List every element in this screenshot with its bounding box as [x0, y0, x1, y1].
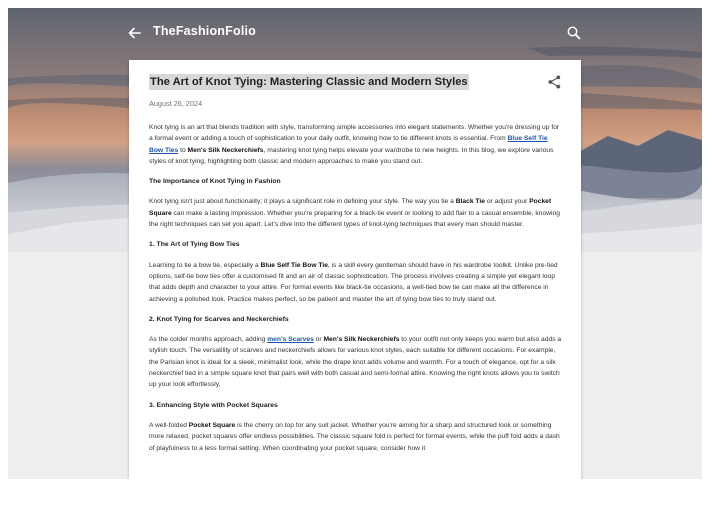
text-run: is the cherry on top for any suit jacket. Whether you're aiming for a sharp and structured look or something more relaxed, pocket squares offer endless possibilities. The classic square fold is perfect for formal events, while the puff fold adds a dash of playfulness to a less formal setting. When coordinating your pocket square, consider how it [149, 421, 560, 452]
intro-paragraph [149, 122, 563, 167]
importance-paragraph [149, 196, 563, 230]
post-date: August 26, 2024 [149, 99, 203, 108]
pocket-squares-paragraph [149, 420, 563, 454]
blue-self-tie-bow-ties-link[interactable]: Blue Self Tie Bow Ties [149, 135, 548, 154]
search-button[interactable] [566, 25, 582, 41]
section-heading-bow-ties: 1. The Art of Tying Bow Ties [149, 241, 240, 249]
back-button[interactable] [125, 23, 145, 43]
section-heading-scarves: 2. Knot Tying for Scarves and Neckerchiefs [149, 315, 289, 323]
bold-text: Pocket Square [149, 198, 552, 217]
text-run: to [178, 146, 188, 154]
share-button[interactable] [548, 75, 561, 89]
post-title: The Art of Knot Tying: Mastering Classic and Modern Styles [150, 76, 468, 88]
section-heading-importance: The Importance of Knot Tying in Fashion [149, 178, 281, 186]
text-run: can make a lasting impression. Whether you're preparing for a black-tie event or looking to add flair to a casual ensemble, knowing the right techniques can set you apart. Let's dive into the different types of knot-tying techniques that every man should master. [149, 209, 560, 229]
share-icon [548, 75, 561, 89]
top-app-bar [8, 8, 702, 56]
text-run: or adjust your [484, 198, 530, 206]
app-viewport [8, 8, 702, 479]
text-run: Learning to tie a bow tie, especially a [149, 261, 261, 269]
text-run: Knot tying is an art that blends tradition with style, transforming simple accessories into elegant statements. Whether you're dressing up for a formal event or adding a touch of sophistication to your daily outfit, knowing how to tie different knots is essential. From [149, 124, 560, 143]
text-run: , is a skill every gentleman should have in his wardrobe toolkit. Unlike pre-tied options, self-tie bow ties offer a customised fit and an air of classic sophistication. The process involves creating a simple yet elegant loop that adds depth and character to your attire. For formal events like black-tie occasions, a well-tied bow tie can make all the difference in achieving a polished look. Practice makes perfect, so be patient and master the art of tying bow ties to truly stand out. [149, 261, 558, 303]
site-title-link[interactable]: TheFashionFolio [153, 24, 256, 38]
bold-text: Men's Silk Neckerchiefs [323, 336, 400, 344]
bold-text: Men's Silk Neckerchiefs [187, 146, 264, 154]
text-run: or [313, 336, 324, 344]
bold-text: Pocket Square [188, 421, 236, 429]
bold-text: Blue Self Tie Bow Tie [260, 261, 328, 269]
post-card [129, 60, 581, 479]
search-icon [566, 25, 582, 41]
bold-text: Black Tie [455, 198, 485, 206]
post-body [149, 122, 563, 463]
text-run: Knot tying isn't just about functionality; it plays a significant role in defining your style. The way you tie a [149, 198, 456, 206]
text-run: As the colder months approach, adding [149, 336, 268, 344]
text-run: A well-folded [149, 421, 189, 429]
text-run: , mastering knot tying helps elevate your wardrobe to new heights. In this blog, we explore various styles of knot tying, highlighting both classic and modern approaches to make you stand out. [149, 146, 554, 165]
arrow-back-icon [125, 23, 145, 43]
bow-ties-paragraph [149, 260, 563, 305]
mens-scarves-link[interactable]: men's Scarves [267, 336, 314, 344]
section-heading-pocket-squares: 3. Enhancing Style with Pocket Squares [149, 401, 278, 409]
text-run: to your outfit not only keeps you warm but also adds a stylish touch. The versatility of scarves and neckerchiefs allows for various knot styles, each suitable for different occasions. For example, the Parisian knot is ideal for a sleek, minimalist look, while the drape knot adds volume and warmth. For a touch of elegance, opt for a silk neckerchief tied in a simple square knot that pairs well with both casual and semi-formal attire. Knowing the right knots allows you to switch up your look effortlessly. [149, 336, 562, 389]
scarves-paragraph [149, 334, 563, 390]
